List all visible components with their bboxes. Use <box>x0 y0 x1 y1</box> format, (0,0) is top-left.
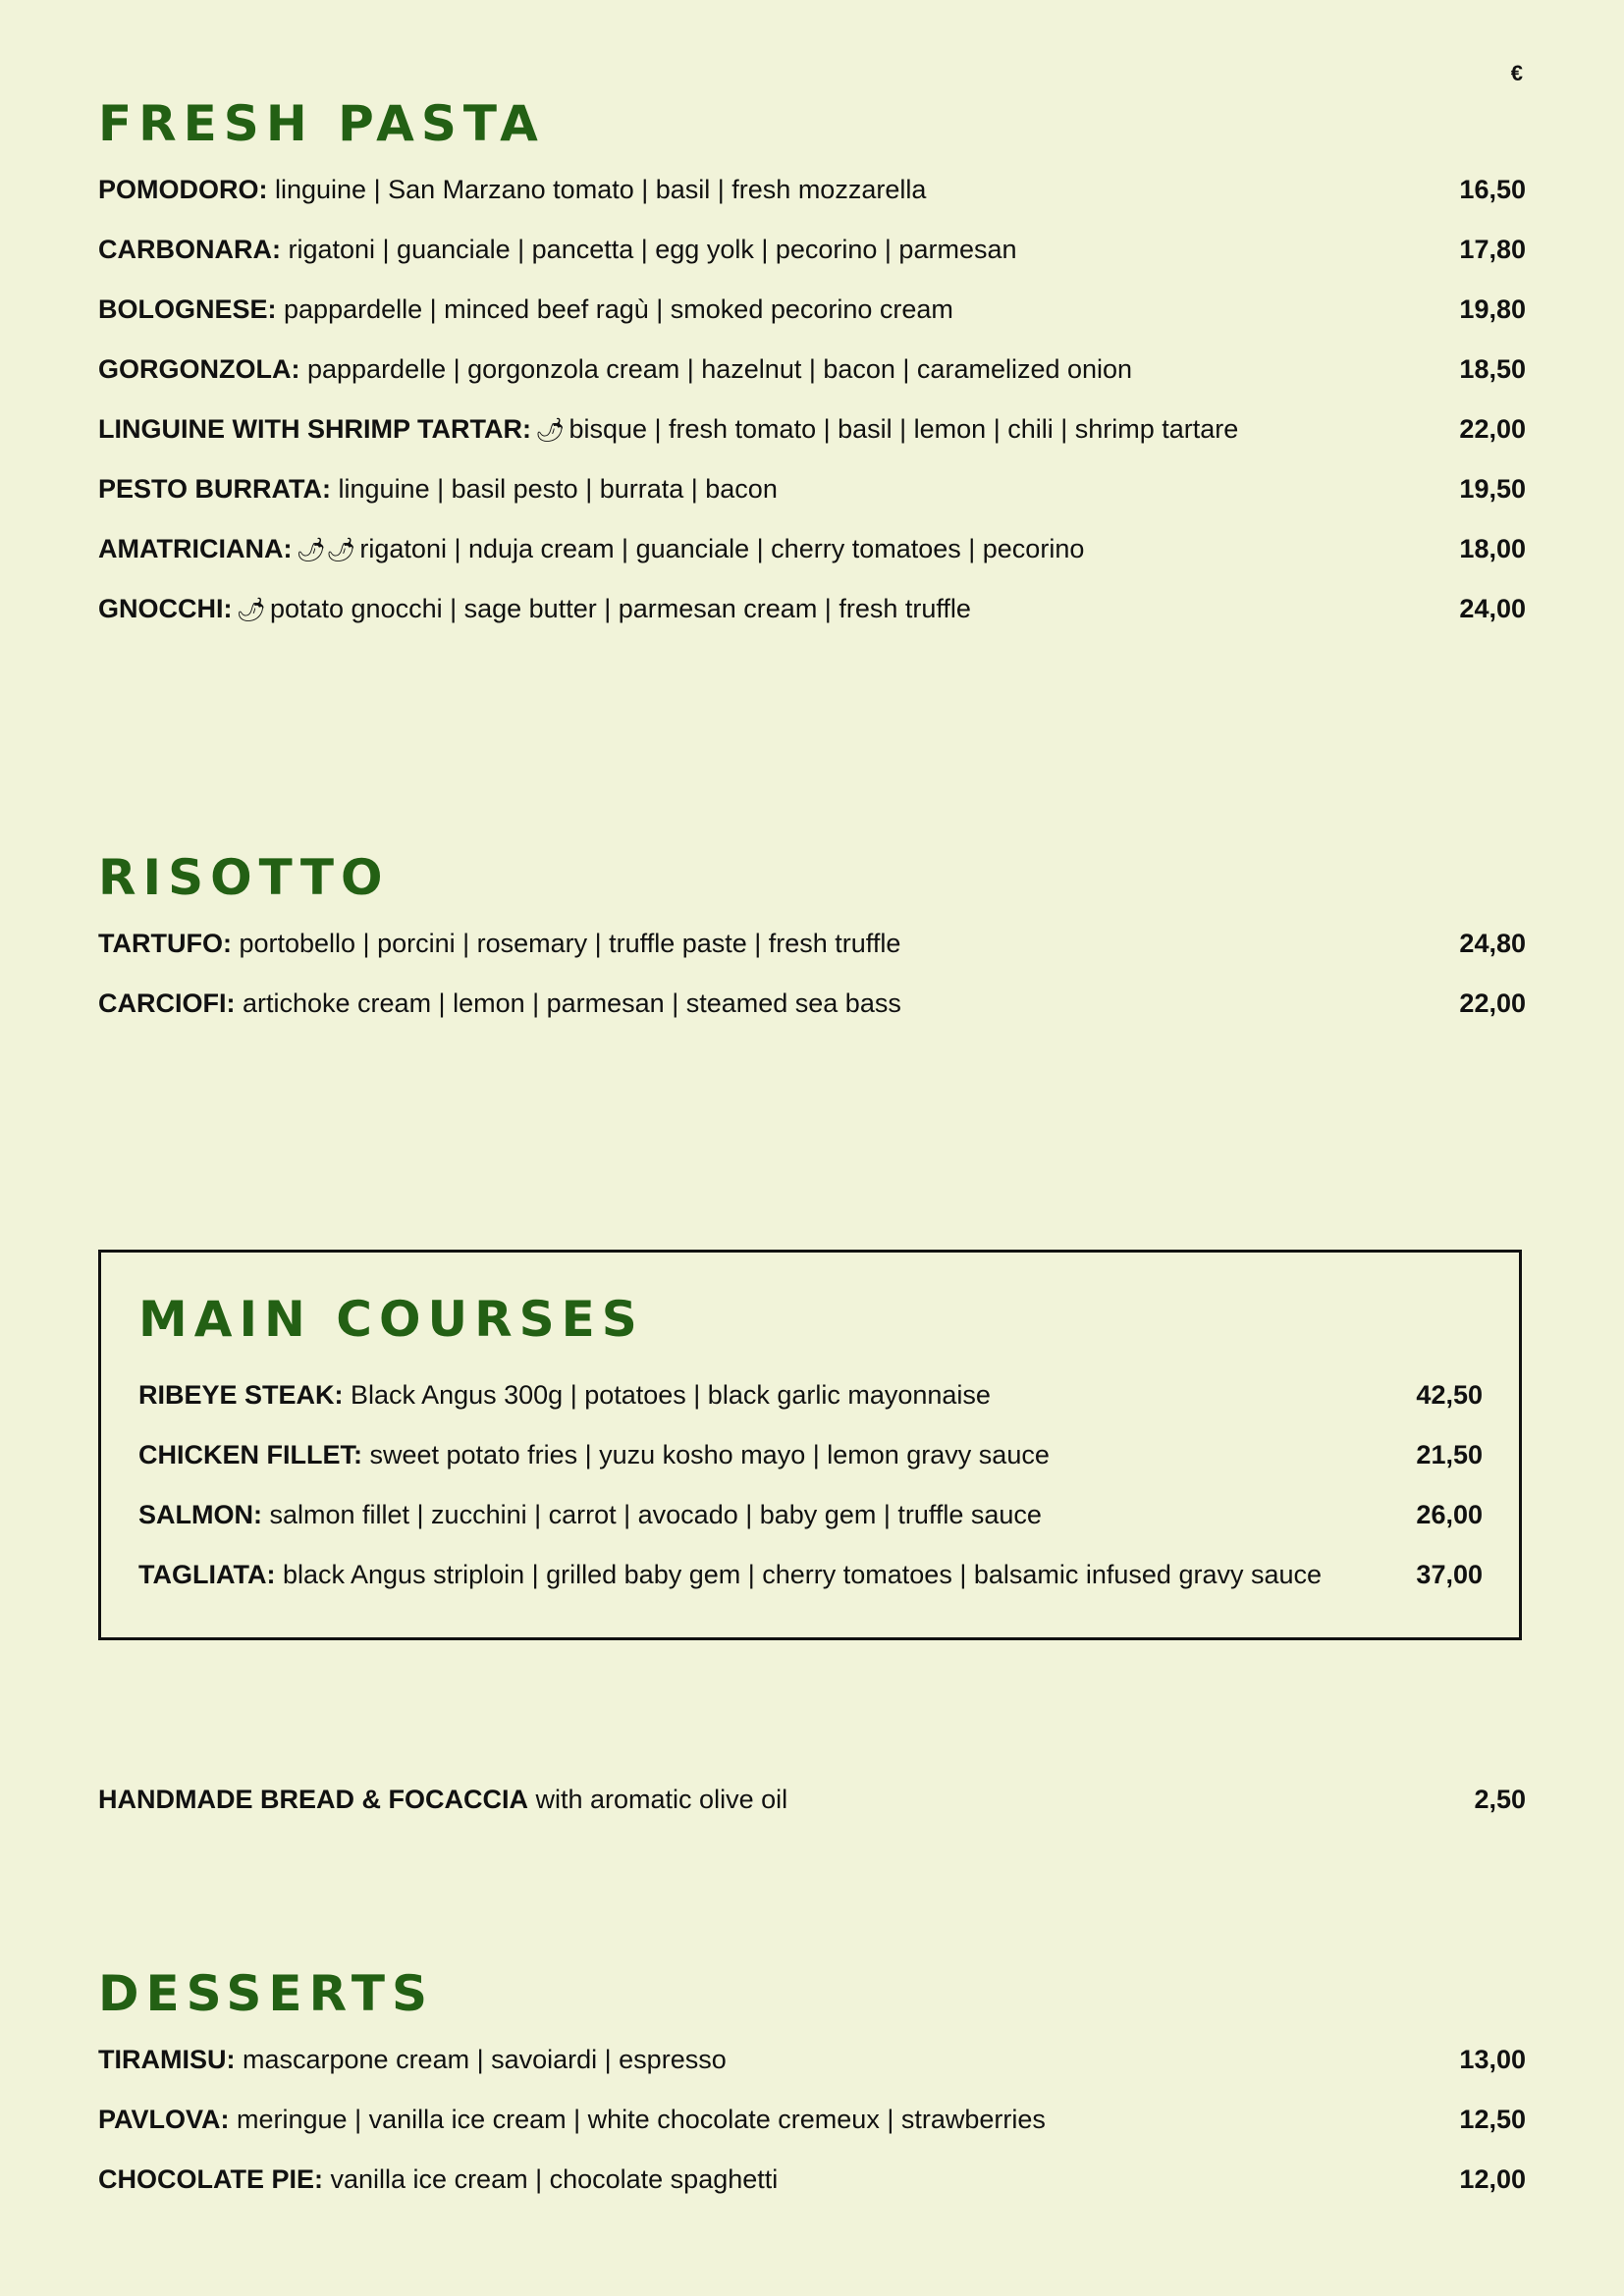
dish-name: LINGUINE WITH SHRIMP TARTAR: <box>98 414 531 444</box>
menu-item <box>98 233 1526 293</box>
section-title: RISOTTO <box>98 849 390 906</box>
dish-name: CARBONARA: <box>98 235 281 264</box>
section-title: MAIN COURSES <box>138 1291 644 1348</box>
menu-item <box>138 1498 1483 1558</box>
dish-description: with aromatic olive oil <box>528 1785 788 1814</box>
menu-item <box>98 173 1526 233</box>
dish-description: linguine | basil pesto | burrata | bacon <box>331 474 778 504</box>
section-title: DESSERTS <box>98 1965 434 2022</box>
dish-price: 18,00 <box>1459 534 1526 563</box>
currency-symbol: € <box>1510 61 1523 85</box>
dish-price: 12,00 <box>1459 2164 1526 2194</box>
menu-list <box>138 1378 1483 1618</box>
section-bread <box>98 1783 1526 1842</box>
dish-description: vanilla ice cream | chocolate spaghetti <box>323 2164 779 2194</box>
dish-price: 17,80 <box>1459 235 1526 264</box>
dish-price: 12,50 <box>1459 2105 1526 2134</box>
dish-name: GORGONZOLA: <box>98 354 300 384</box>
menu-item <box>98 412 1526 472</box>
dish-name: POMODORO: <box>98 175 268 204</box>
dish-description: potato gnocchi | sage butter | parmesan cream | fresh truffle <box>269 594 971 623</box>
menu-item <box>98 2103 1526 2163</box>
menu-item <box>98 987 1526 1046</box>
dish-description: rigatoni | nduja cream | guanciale | cherry tomatoes | pecorino <box>359 534 1085 563</box>
dish-price: 26,00 <box>1416 1500 1483 1529</box>
dish-name: HANDMADE BREAD & FOCACCIA <box>98 1785 528 1814</box>
dish-name: SALMON: <box>138 1500 262 1529</box>
section-risotto <box>98 850 1526 1046</box>
dish-price: 2,50 <box>1474 1785 1526 1814</box>
dish-price: 21,50 <box>1416 1440 1483 1469</box>
menu-item <box>98 472 1526 532</box>
dish-description: portobello | porcini | rosemary | truffle paste | fresh truffle <box>231 929 901 958</box>
menu-item <box>98 352 1526 412</box>
menu-item <box>98 532 1526 592</box>
chili-pepper-icon: 🌶 <box>534 417 566 444</box>
dish-description: pappardelle | gorgonzola cream | hazelnut | bacon | caramelized onion <box>299 354 1133 384</box>
dish-price: 22,00 <box>1459 988 1526 1018</box>
dish-price: 18,50 <box>1459 354 1526 384</box>
dish-description: sweet potato fries | yuzu kosho mayo | lemon gravy sauce <box>361 1440 1050 1469</box>
menu-item <box>138 1558 1483 1618</box>
dish-description: black Angus striploin | grilled baby gem | cherry tomatoes | balsamic infused gravy sauce <box>275 1560 1323 1589</box>
dish-price: 19,50 <box>1459 474 1526 504</box>
dish-name: GNOCCHI: <box>98 594 233 623</box>
dish-price: 24,80 <box>1459 929 1526 958</box>
dish-name: TARTUFO: <box>98 929 232 958</box>
chili-pepper-icon: 🌶🌶 <box>296 537 356 563</box>
menu-list <box>98 2043 1526 2222</box>
dish-name: RIBEYE STEAK: <box>138 1380 344 1410</box>
dish-description: rigatoni | guanciale | pancetta | egg yolk | pecorino | parmesan <box>280 235 1017 264</box>
menu-item <box>98 1783 1526 1842</box>
dish-price: 42,50 <box>1416 1380 1483 1410</box>
dish-price: 24,00 <box>1459 594 1526 623</box>
dish-name: TAGLIATA: <box>138 1560 276 1589</box>
menu-list <box>98 927 1526 1046</box>
menu-item <box>98 2043 1526 2103</box>
dish-name: CARCIOFI: <box>98 988 236 1018</box>
dish-name: PAVLOVA: <box>98 2105 230 2134</box>
dish-description: mascarpone cream | savoiardi | espresso <box>235 2045 727 2074</box>
menu-item <box>98 293 1526 352</box>
dish-price: 13,00 <box>1459 2045 1526 2074</box>
section-desserts <box>98 1966 1526 2222</box>
section-main-courses <box>98 1250 1522 1640</box>
dish-name: CHICKEN FILLET: <box>138 1440 362 1469</box>
dish-name: AMATRICIANA: <box>98 534 293 563</box>
dish-description: bisque | fresh tomato | basil | lemon | chili | shrimp tartare <box>568 414 1239 444</box>
dish-name: BOLOGNESE: <box>98 294 277 324</box>
section-title: FRESH PASTA <box>98 95 545 152</box>
dish-description: linguine | San Marzano tomato | basil | fresh mozzarella <box>267 175 927 204</box>
dish-price: 22,00 <box>1459 414 1526 444</box>
dish-description: pappardelle | minced beef ragù | smoked pecorino cream <box>276 294 953 324</box>
dish-price: 19,80 <box>1459 294 1526 324</box>
dish-price: 37,00 <box>1416 1560 1483 1589</box>
dish-description: salmon fillet | zucchini | carrot | avocado | baby gem | truffle sauce <box>261 1500 1042 1529</box>
dish-description: artichoke cream | lemon | parmesan | steamed sea bass <box>235 988 901 1018</box>
section-fresh-pasta <box>98 96 1526 652</box>
chili-pepper-icon: 🌶 <box>236 597 266 623</box>
dish-name: CHOCOLATE PIE: <box>98 2164 323 2194</box>
menu-item <box>138 1438 1483 1498</box>
menu-item <box>98 927 1526 987</box>
menu-list <box>98 173 1526 652</box>
dish-name: TIRAMISU: <box>98 2045 236 2074</box>
dish-description: meringue | vanilla ice cream | white chocolate cremeux | strawberries <box>229 2105 1046 2134</box>
dish-description: Black Angus 300g | potatoes | black garlic mayonnaise <box>343 1380 991 1410</box>
dish-price: 16,50 <box>1459 175 1526 204</box>
menu-item <box>98 2163 1526 2222</box>
dish-name: PESTO BURRATA: <box>98 474 332 504</box>
menu-item <box>138 1378 1483 1438</box>
menu-item <box>98 592 1526 652</box>
